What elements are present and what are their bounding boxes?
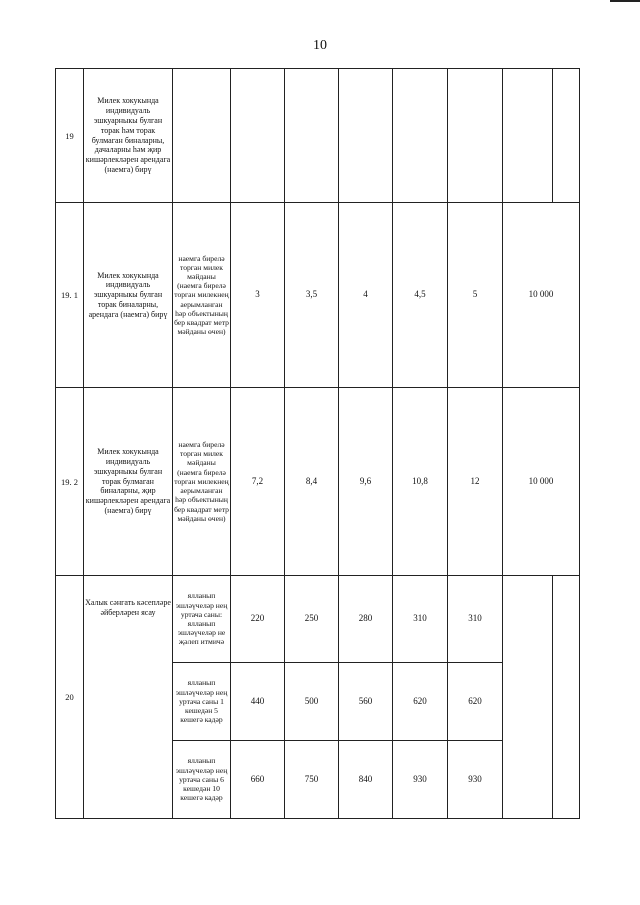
unit-cell: ялланып эшләүчеләр нең уртача саны 1 кешедән 5 кешегә кадәр: [173, 663, 231, 741]
table-row: [56, 388, 580, 576]
value-cell: 560: [339, 663, 393, 741]
page-number: 10: [313, 38, 327, 53]
value-cell: 7,2: [231, 388, 285, 576]
max-cell: 10 000: [503, 388, 580, 576]
activity-name: Милек хокукында индивидуаль эшкуарныкы булган торак һәм торак булмаган биналарны, дачаларны һәм җир кишәрлекләрен арендага (наемга) бирү: [84, 69, 173, 203]
value-cell: [393, 69, 448, 203]
value-cell: 310: [448, 576, 503, 663]
value-cell: [285, 69, 339, 203]
tariff-table: [55, 68, 580, 819]
value-cell: 620: [393, 663, 448, 741]
value-cell: 280: [339, 576, 393, 663]
unit-cell: наемга бирелә торган милек мәйданы (наемга бирелә торган милекнең аерымланган һәр объектының бер квадрат метр мәйданы өчен): [173, 388, 231, 576]
value-cell: 10,8: [393, 388, 448, 576]
unit-cell: ялланып эшләүчеләр нең уртача саны: ялланып эшләүчеләр не җәлеп итмичә: [173, 576, 231, 663]
value-cell: 660: [231, 741, 285, 819]
value-cell: 840: [339, 741, 393, 819]
value-cell: 4,5: [393, 203, 448, 388]
activity-name: Милек хокукында индивидуаль эшкуарныкы булган торак булмаган биналарны, җир кишәрлекләрен арендага (наемга) бирү: [84, 388, 173, 576]
value-cell: 250: [285, 576, 339, 663]
unit-cell: ялланып эшләүчеләр нең уртача саны 6 кешедән 10 кешегә кадәр: [173, 741, 231, 819]
value-cell: 310: [393, 576, 448, 663]
value-cell: 930: [448, 741, 503, 819]
row-number: 20: [56, 576, 84, 819]
unit-cell: [173, 69, 231, 203]
extra-cell: [553, 576, 580, 819]
table-row: [56, 203, 580, 388]
value-cell: 9,6: [339, 388, 393, 576]
value-cell: 930: [393, 741, 448, 819]
extra-cell: [553, 69, 580, 203]
activity-name: Халык сәнгать кәсепләре әйберләрен ясау: [84, 576, 173, 819]
max-cell: [503, 576, 553, 819]
value-cell: 12: [448, 388, 503, 576]
value-cell: [231, 69, 285, 203]
value-cell: 620: [448, 663, 503, 741]
scan-edge-mark: [610, 0, 640, 2]
max-cell: 10 000: [503, 203, 580, 388]
value-cell: [448, 69, 503, 203]
value-cell: 3,5: [285, 203, 339, 388]
unit-cell: наемга бирелә торган милек мәйданы (наемга бирелә торган милекнең аерымланган һәр объектының бер квадрат метр мәйданы өчен): [173, 203, 231, 388]
value-cell: 5: [448, 203, 503, 388]
value-cell: 750: [285, 741, 339, 819]
value-cell: 500: [285, 663, 339, 741]
row-number: 19. 2: [56, 388, 84, 576]
table-row: [56, 69, 580, 203]
table-row: [56, 576, 580, 663]
row-number: 19: [56, 69, 84, 203]
max-cell: [503, 69, 553, 203]
value-cell: 220: [231, 576, 285, 663]
value-cell: [339, 69, 393, 203]
value-cell: 4: [339, 203, 393, 388]
value-cell: 440: [231, 663, 285, 741]
value-cell: 8,4: [285, 388, 339, 576]
row-number: 19. 1: [56, 203, 84, 388]
activity-name: Милек хокукында индивидуаль эшкуарныкы булган торак биналарны, арендага (наемга) бирү: [84, 203, 173, 388]
value-cell: 3: [231, 203, 285, 388]
